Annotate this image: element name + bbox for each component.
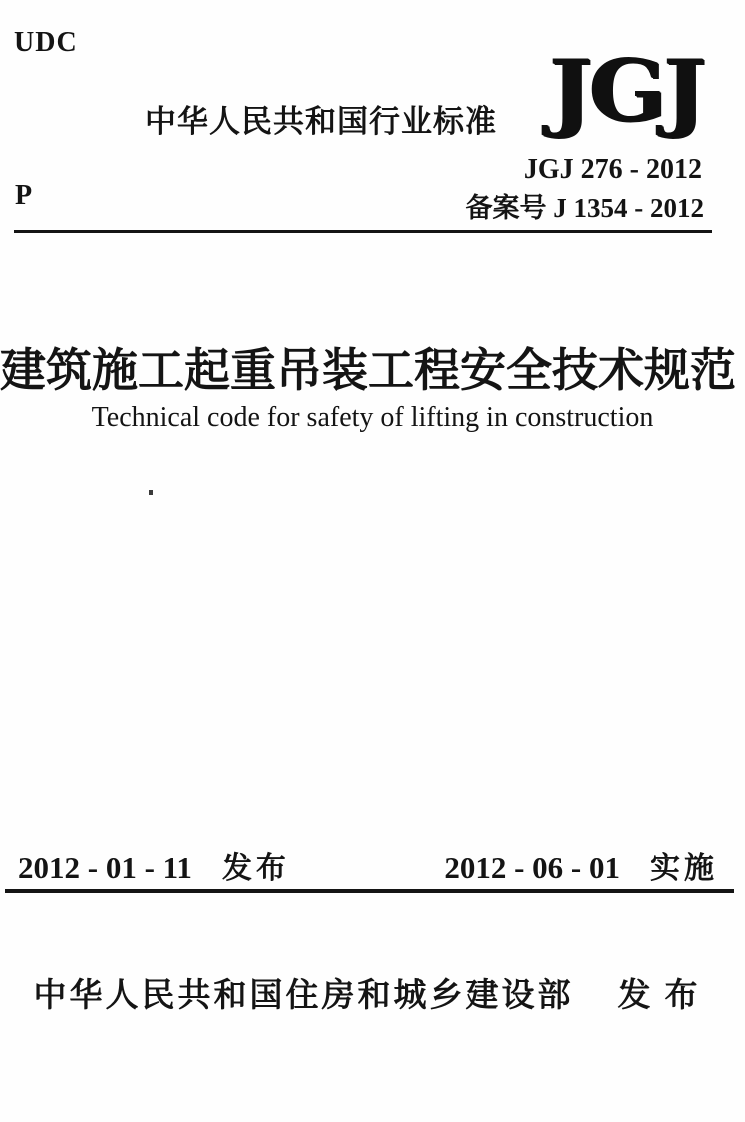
issue-label: 发布 (221, 852, 290, 885)
stray-print-mark (149, 490, 153, 495)
footer-divider-line (5, 889, 734, 893)
title-chinese: 建筑施工起重吊装工程安全技术规范 (0, 345, 736, 396)
udc-label: UDC (14, 27, 78, 58)
jgj-logo: JGJ (548, 40, 702, 140)
implement-date-group (444, 843, 718, 887)
classification-code: P (15, 180, 33, 211)
dates-row (18, 843, 718, 887)
publisher-name: 中华人民共和国住房和城乡建设部 (33, 976, 574, 1013)
issue-date: 2012 - 01 - 11 (18, 850, 192, 885)
header-divider-line (14, 230, 712, 233)
standard-type-heading: 中华人民共和国行业标准 (145, 104, 497, 139)
standard-number: JGJ 276 - 2012 (523, 154, 702, 185)
issue-date-group (18, 843, 290, 887)
publisher-row (0, 969, 745, 1016)
title-english: Technical code for safety of lifting in construction (91, 402, 654, 433)
publisher-action-label: 发布 (617, 976, 712, 1013)
implement-label: 实施 (650, 852, 718, 885)
record-number: 备案号 J 1354 - 2012 (465, 193, 704, 223)
implement-date: 2012 - 06 - 01 (444, 850, 620, 885)
